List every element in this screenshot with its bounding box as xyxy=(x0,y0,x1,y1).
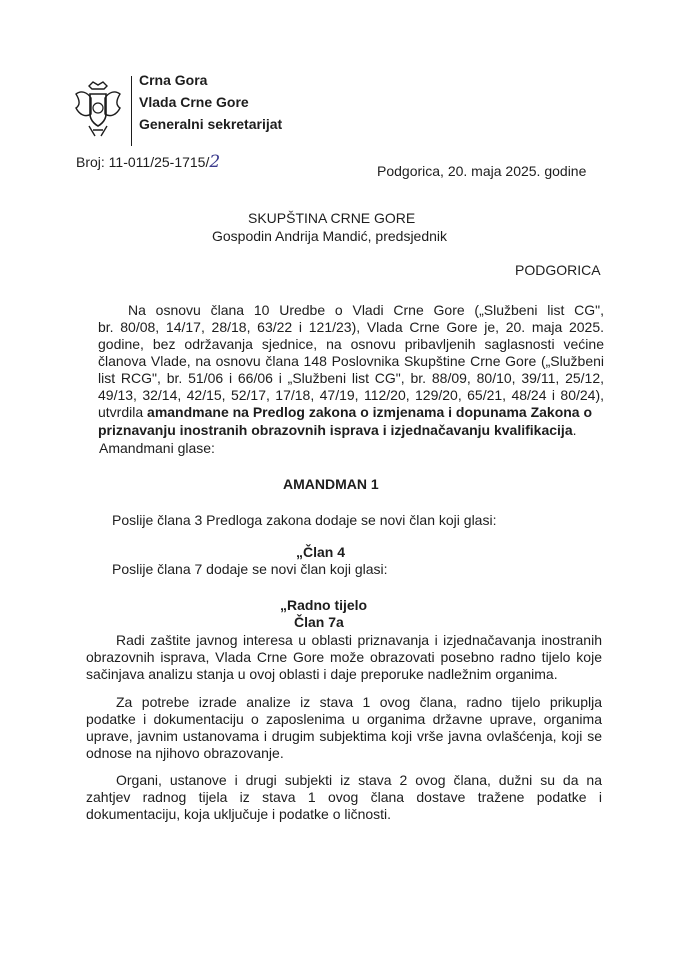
coat-of-arms-icon xyxy=(73,80,123,140)
intro-line-1: Na osnovu člana 10 Uredbe o Vladi Crne Gore („Službeni list CG", xyxy=(128,302,604,318)
amendments-read: Amandmani glase: xyxy=(99,440,215,456)
paragraph-1-line-2: obrazovnih isprava, Vlada Crne Gore može obrazovati posebno radno tijelo koje xyxy=(86,649,602,665)
paragraph-2-line-4: odnose na njihovo obrazovanje. xyxy=(86,745,284,761)
working-body-title: „Radno tijelo xyxy=(280,597,368,613)
reference-number-handwritten: 2 xyxy=(209,152,221,172)
paragraph-2-line-1: Za potrebe izrade analize iz stava 1 ovog člana, radno tijelo prikuplja xyxy=(116,694,602,710)
paragraph-3-line-2: zahtjev radnog tijela iz stava 1 ovog člana dostave tražene podatke i xyxy=(86,789,602,805)
intro-line-4: članova Vlade, na osnovu člana 148 Poslovnika Skupštine Crne Gore („Službeni xyxy=(98,353,604,369)
intro-line-6: 49/13, 32/14, 42/15, 52/17, 17/18, 47/19, 112/20, 129/20, 65/21, 48/24 i 80/24), xyxy=(98,387,604,403)
letterhead-country: Crna Gora xyxy=(139,72,208,88)
reference-number xyxy=(76,152,220,172)
intro-line-7-normal: utvrdila xyxy=(98,404,148,420)
article-7a-title: Član 7a xyxy=(294,614,344,630)
recipient-person: Gospodin Andrija Mandić, predsjednik xyxy=(212,228,448,244)
letterhead-secretariat: Generalni sekretarijat xyxy=(139,116,283,132)
after-article-3: Poslije člana 3 Predloga zakona dodaje se novi član koji glasi: xyxy=(112,512,497,528)
intro-line-3: godine, bez održavanja sjednice, na osnovu pribavljenih saglasnosti većine xyxy=(98,336,604,352)
intro-line-5: list RCG", br. 51/06 i 66/06 i „Službeni list CG", br. 88/09, 80/10, 39/11, 25/12, xyxy=(98,370,604,386)
after-article-7: Poslije člana 7 dodaje se novi član koji glasi: xyxy=(112,561,388,577)
paragraph-1-line-3: sačinjava analizu stanja u ovoj oblasti i daje preporuke nadležnim organima. xyxy=(86,666,558,682)
paragraph-3-line-3: dokumentaciju, koja uključuje i podatke o ličnosti. xyxy=(86,806,392,822)
recipient-city: PODGORICA xyxy=(515,262,601,278)
intro-line-8-bold: priznavanju inostranih obrazovnih isprava i izjednačavanju kvalifikacija xyxy=(98,422,573,438)
letterhead-divider xyxy=(131,76,132,146)
recipient-institution: SKUPŠTINA CRNE GORE xyxy=(248,210,416,226)
intro-line-8 xyxy=(98,422,577,438)
intro-line-8-end: . xyxy=(572,422,577,438)
paragraph-3-line-1: Organi, ustanove i drugi subjekti iz stava 2 ovog člana, dužni su da na xyxy=(116,772,602,788)
place-date: Podgorica, 20. maja 2025. godine xyxy=(377,163,587,179)
amendment-title: AMANDMAN 1 xyxy=(283,476,379,492)
paragraph-2-line-2: podatke i dokumentaciju o zaposlenima u organima državne uprave, organima xyxy=(86,711,602,727)
intro-line-2: br. 80/08, 14/17, 28/18, 63/22 i 121/23), Vlada Crne Gore je, 20. maja 2025. xyxy=(98,319,604,335)
letterhead-government: Vlada Crne Gore xyxy=(139,94,249,110)
intro-line-7-bold: amandmane na Predlog zakona o izmjenama i dopunama Zakona o xyxy=(147,404,593,420)
paragraph-1-line-1: Radi zaštite javnog interesa u oblasti priznavanja i izjednačavanja inostranih xyxy=(116,632,602,648)
reference-number-label: Broj: 11-011/25-1715/ xyxy=(76,154,210,170)
intro-line-7 xyxy=(98,404,592,420)
paragraph-2-line-3: uprave, javnim ustanovama i drugim subjektima koji vrše javna ovlašćenja, koji se xyxy=(86,728,602,744)
article-4-title: „Član 4 xyxy=(296,544,346,560)
